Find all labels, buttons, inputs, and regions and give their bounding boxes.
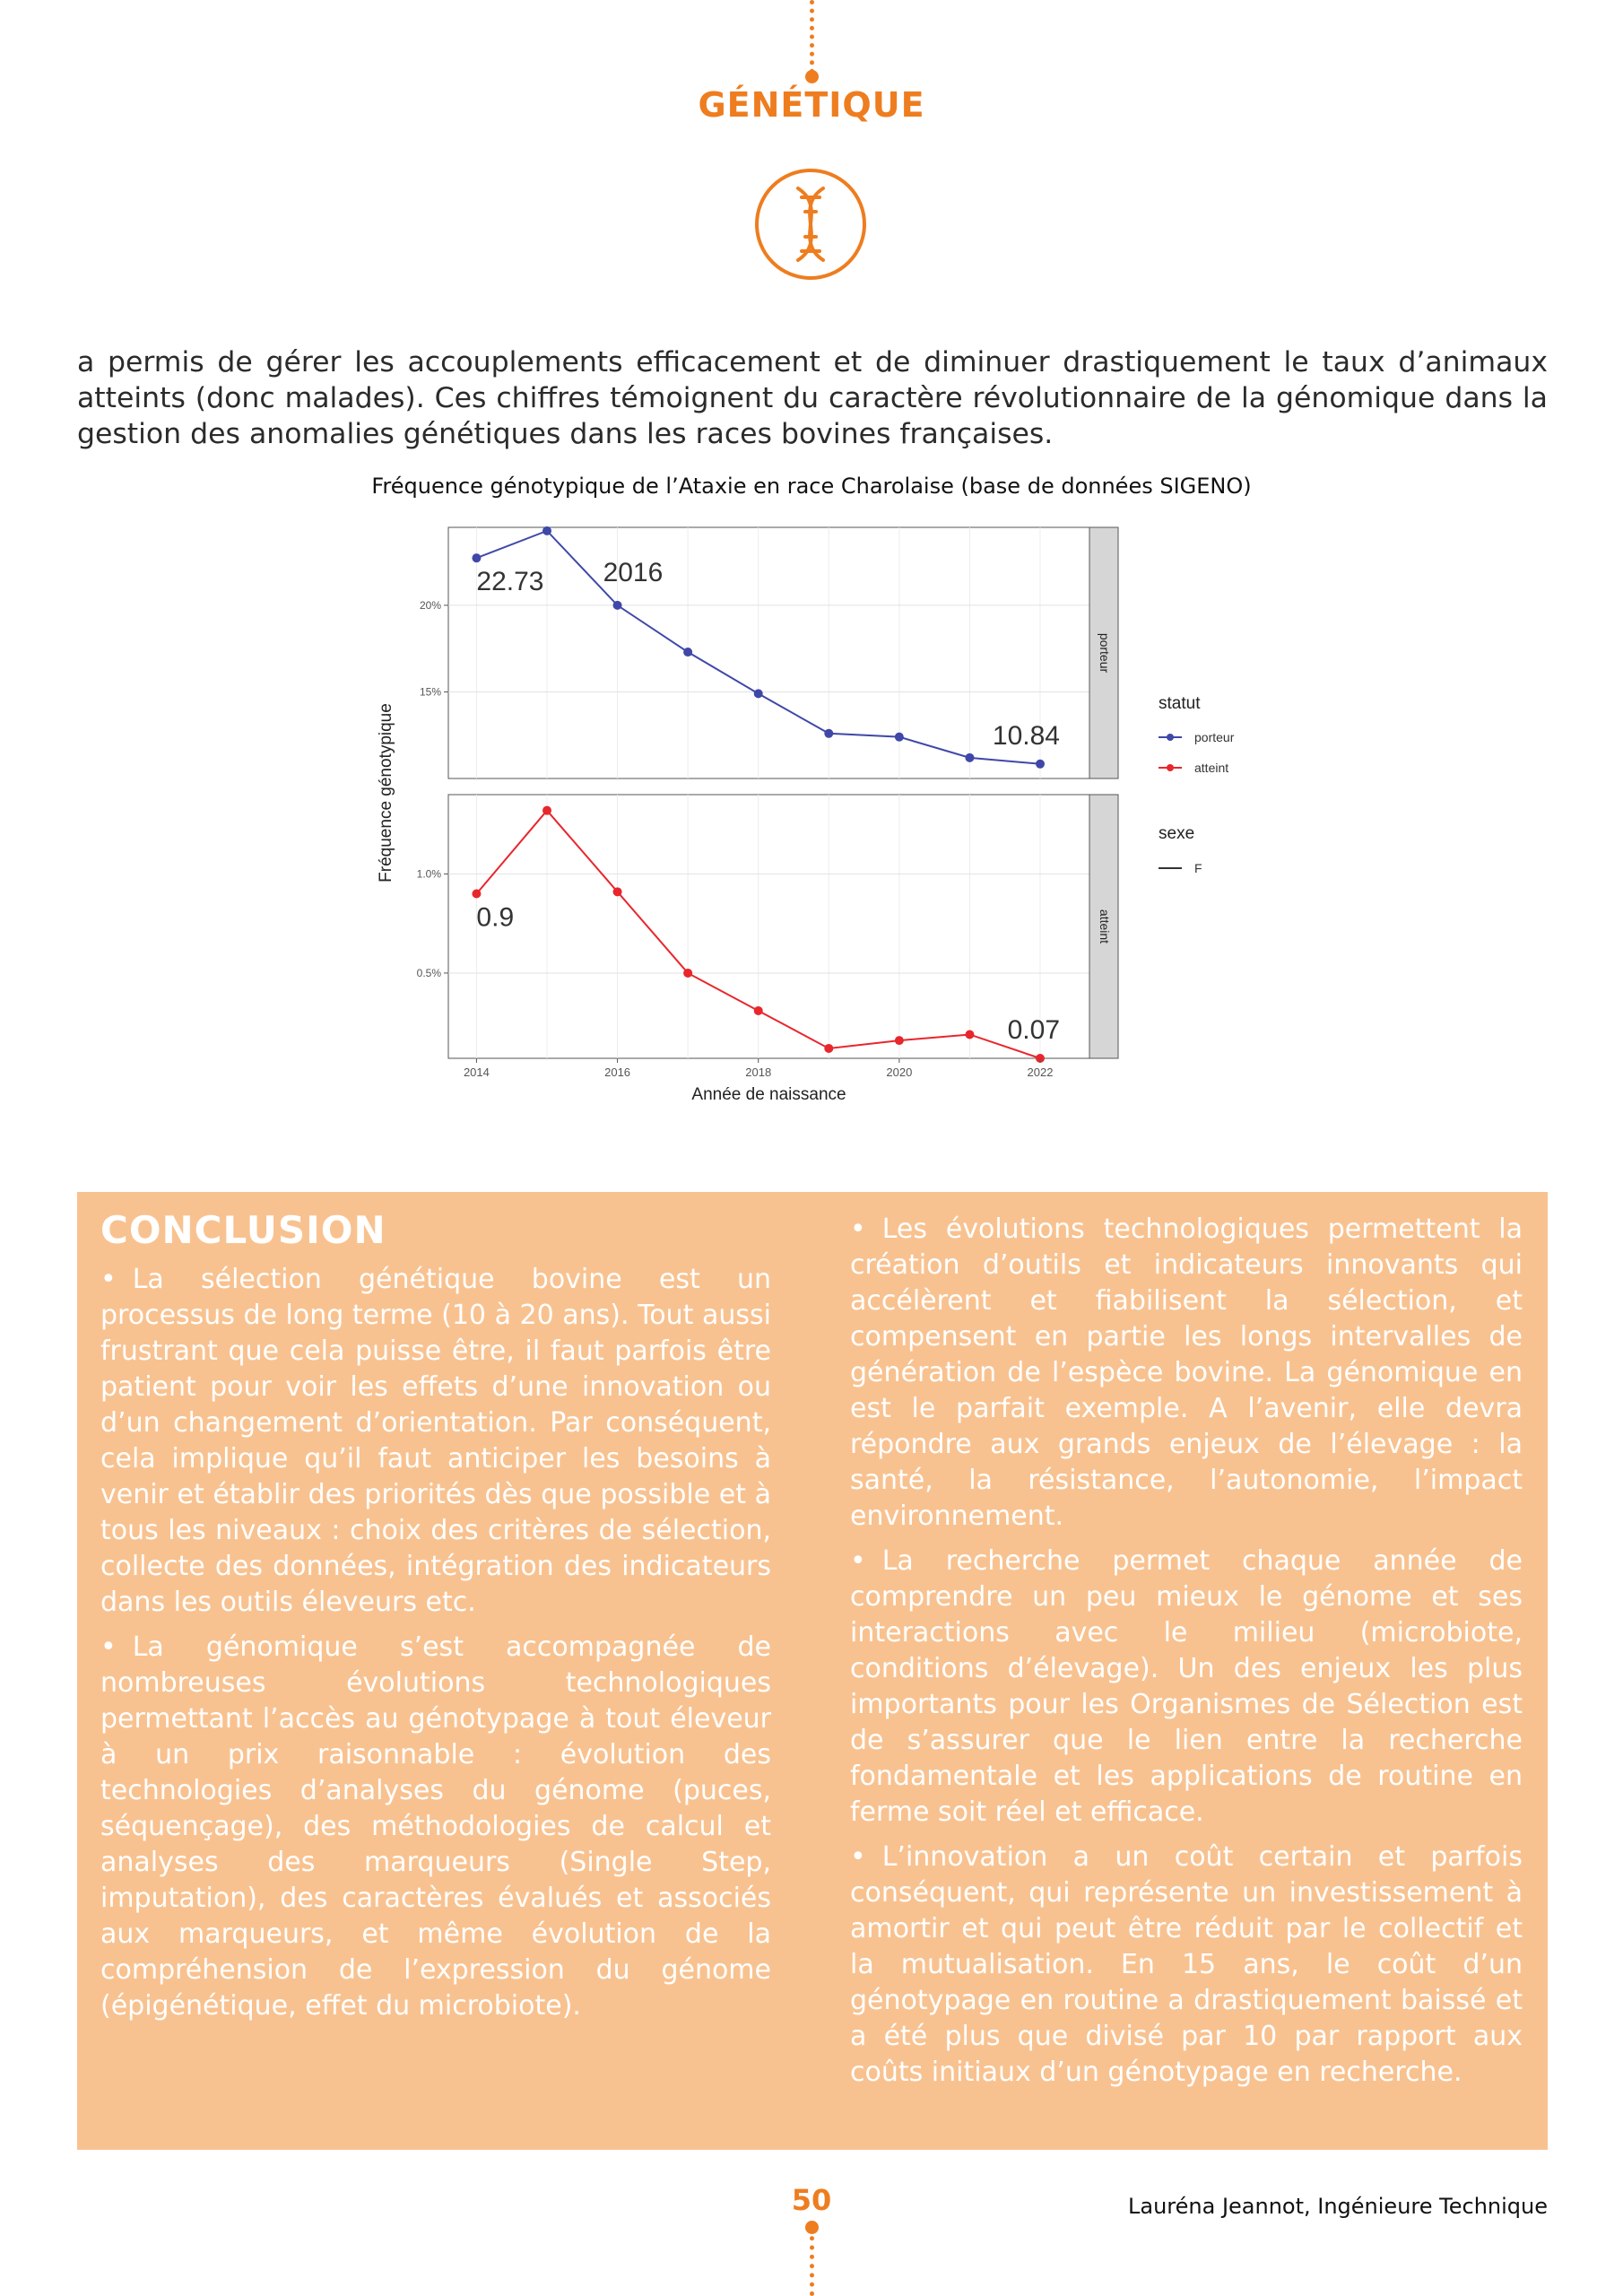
data-point-atteint (542, 806, 551, 815)
x-tick-label: 2022 (1027, 1065, 1054, 1079)
conclusion-bullet (100, 1630, 771, 2024)
legend-label: porteur (1194, 730, 1235, 744)
x-axis-label: Année de naissance (691, 1085, 846, 1104)
bullet-text: La sélection génétique bovine est un processus de long terme (10 à 20 ans). Tout aussi frustrant que cela puisse être, il faut parfois être patient pour voir les effets d’une innovation ou d’un changement d’orientation. Par conséquent, cela implique qu’il faut anticiper les besoins à venir et établir des priorités dès que possible et à tous les niveaux : choix des critères de sélection, collecte des données, intégration des indicateurs dans les outils éleveurs etc. (100, 1264, 771, 1618)
panel-background (448, 795, 1089, 1058)
intro-paragraph: a permis de gérer les accouplements efficacement et de diminuer drastiquement le taux d’animaux atteints (donc malades). Ces chiffres témoignent du caractère révolutionnaire de la génomique dans la gestion des anomalies génétiques dans les races bovines françaises. (77, 346, 1548, 450)
bullet-text: La recherche permet chaque année de comprendre un peu mieux le génome et ses interactions avec le milieu (microbiote, conditions d’élevage). Un des enjeux les plus importants pour les Organismes de Sélection est de s’assurer que le lien entre la recherche fondamentale et les applications de routine en ferme soit réel et efficace. (850, 1545, 1523, 1828)
data-annotation: 2016 (603, 557, 664, 587)
data-annotation: 10.84 (992, 720, 1060, 751)
conclusion-bullet (850, 1212, 1523, 1535)
data-point-porteur (965, 753, 974, 762)
left-bullet-list (100, 1262, 771, 2024)
x-tick-label: 2016 (604, 1065, 631, 1079)
bottom-dotted-line (810, 2227, 814, 2296)
x-tick-label: 2018 (745, 1065, 772, 1079)
y-tick-label: 1.0% (416, 867, 441, 881)
author-credit: Lauréna Jeannot, Ingénieure Technique (1128, 2194, 1548, 2219)
conclusion-title: CONCLUSION (100, 1208, 386, 1252)
y-tick-label: 15% (419, 685, 441, 699)
data-point-atteint (895, 1036, 904, 1045)
panel-strip-label: porteur (1098, 632, 1112, 674)
data-point-porteur (824, 729, 833, 738)
bullet-dot: • (850, 1545, 866, 1577)
data-point-porteur (754, 689, 763, 698)
data-point-atteint (965, 1030, 974, 1039)
bullet-dot: • (100, 1631, 117, 1663)
data-point-porteur (683, 648, 692, 657)
data-point-porteur (472, 553, 481, 562)
legend-swatch-point (1167, 764, 1174, 771)
y-axis-label: Fréquence génotypique (377, 703, 395, 883)
legend-swatch-point (1167, 734, 1174, 741)
right-bullet-list (850, 1212, 1523, 2091)
data-annotation: 0.07 (1007, 1015, 1060, 1045)
top-dotted-line (810, 0, 814, 74)
data-point-porteur (895, 733, 904, 742)
chart-panels (377, 526, 1118, 1104)
legend-sexe-title: sexe (1159, 824, 1195, 843)
data-point-porteur (1036, 760, 1045, 769)
dna-icon (755, 169, 866, 280)
bullet-text: L’innovation a un coût certain et parfois conséquent, qui représente un investissement à amortir et qui peut être réduit par le collectif et la mutualisation. En 15 ans, le coût d’un génotypage en routine a drastiquement baissé et a été plus que divisé par 10 par rapport aux coûts initiaux d’un génotypage en recherche. (850, 1841, 1523, 2088)
data-annotation: 22.73 (476, 567, 544, 597)
y-tick-label: 20% (419, 598, 441, 612)
bullet-dot: • (100, 1264, 117, 1295)
bullet-dot: • (850, 1213, 866, 1245)
chart-title: Fréquence génotypique de l’Ataxie en race Charolaise (base de données SIGENO) (371, 474, 1252, 499)
conclusion-bullet (850, 1839, 1523, 2091)
data-point-atteint (683, 969, 692, 978)
data-point-atteint (824, 1044, 833, 1053)
section-title: GÉNÉTIQUE (698, 85, 925, 125)
data-annotation: 0.9 (476, 902, 515, 933)
bullet-text: La génomique s’est accompagnée de nombreuses évolutions technologiques permettant l’accès au génotypage à tout éleveur à un prix raisonnable : évolution des technologies d’analyses du génome (puces, séquençage), des méthodologies de calcul et analyses des marqueurs (Single Step, imputation), des caractères évalués et associés aux marqueurs, et même évolution de la compréhension de l’expression du génome (épigénétique, effet du microbiote). (100, 1631, 771, 2022)
conclusion-box (77, 1192, 1548, 2150)
conclusion-right-column (850, 1212, 1523, 2100)
data-point-atteint (613, 887, 622, 896)
legend-label: F (1194, 861, 1202, 875)
conclusion-bullet (850, 1544, 1523, 1831)
top-dot (805, 70, 819, 83)
genotype-frequency-chart (359, 509, 1273, 1110)
data-point-atteint (754, 1006, 763, 1015)
chart-legend (1159, 694, 1235, 875)
conclusion-bullet (100, 1262, 771, 1621)
data-point-porteur (542, 526, 551, 535)
bullet-text: Les évolutions technologiques permettent la création d’outils et indicateurs innovants qui accélèrent et fiabilisent la sélection, et compensent en partie les longs intervalles de génération de l’espèce bovine. La génomique en est le parfait exemple. A l’avenir, elle devra répondre aux grands enjeux de l’élevage : la santé, la résistance, l’autonomie, l’impact environnement. (850, 1213, 1523, 1532)
x-tick-label: 2014 (463, 1065, 490, 1079)
y-tick-label: 0.5% (416, 966, 441, 979)
legend-label: atteint (1194, 761, 1229, 775)
data-point-porteur (613, 601, 622, 610)
panel-strip-label: atteint (1098, 909, 1112, 944)
bottom-dot (805, 2221, 819, 2234)
legend-statut-title: statut (1159, 694, 1201, 713)
x-tick-label: 2020 (886, 1065, 913, 1079)
bullet-dot: • (850, 1841, 866, 1873)
conclusion-left-column (100, 1208, 771, 2033)
page-number: 50 (791, 2183, 832, 2217)
data-point-atteint (472, 890, 481, 899)
